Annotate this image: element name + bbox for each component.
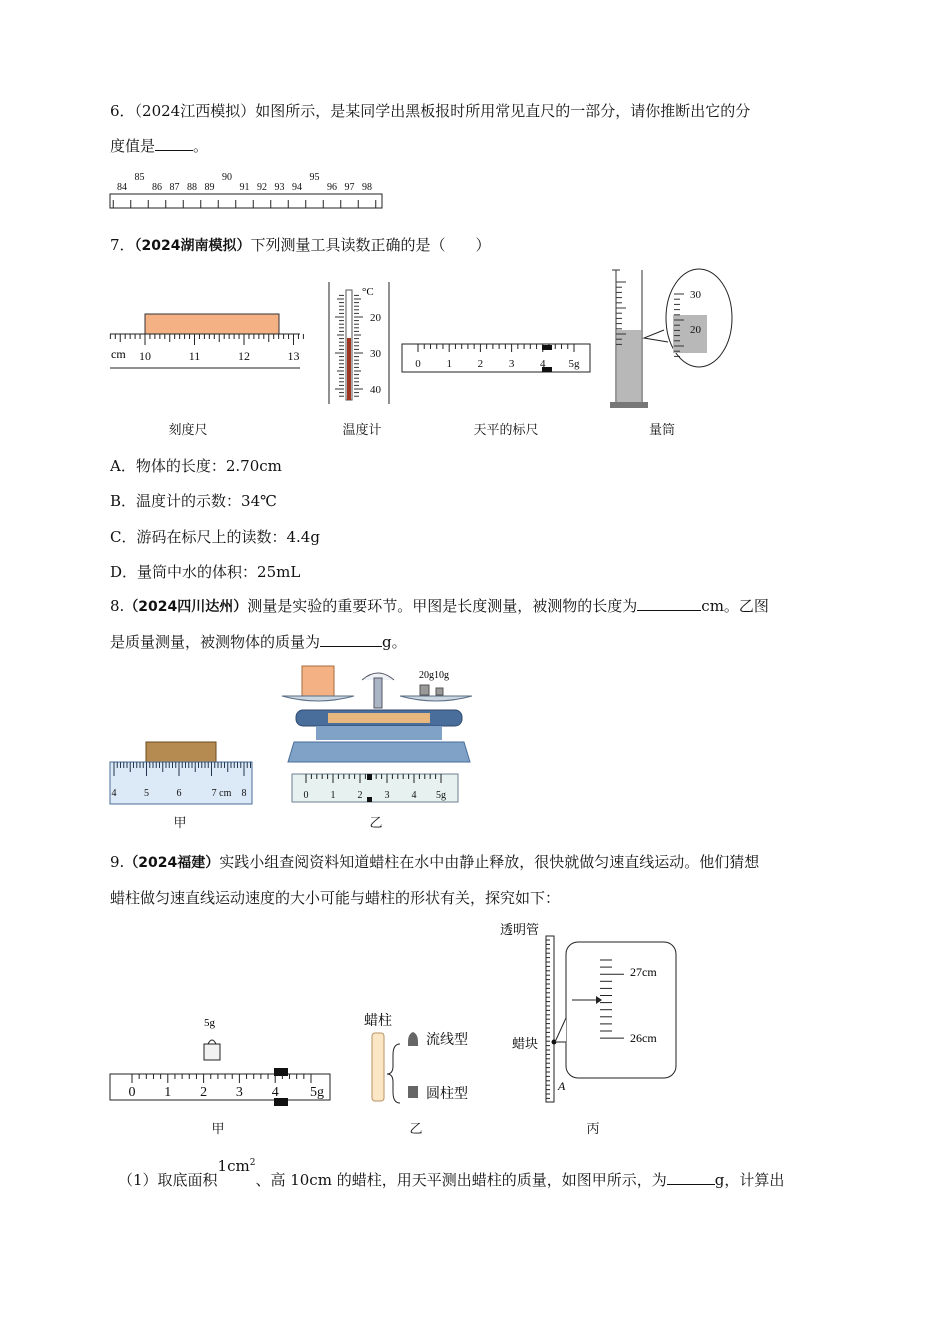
q9-shape1-label: 流线型 [426,1033,468,1048]
q7-ruler-label: 11 [188,349,201,363]
q9-scale-label: 1 [164,1085,172,1100]
q8-mass-blank[interactable] [320,630,382,647]
q7-ruler-unit: cm [111,347,126,361]
q6-line1: 如图所示，是某同学出黑板报时所用常见直尺的一部分，请你推断出它的分 [255,102,751,120]
q9-caption-yi: 乙 [409,1122,423,1137]
q9-scale-label: 2 [200,1085,208,1100]
q6-ruler-label: 98 [362,182,372,193]
q7-caption-balance: 天平的标尺 [473,423,539,438]
q7-ruler-label: 13 [287,349,300,363]
q7-balance-label: 2 [477,358,484,370]
q9-weight-5g [204,1044,220,1060]
q8-right-pan [400,696,472,701]
q8-scale-label: 4 [411,790,417,801]
q8-rider-top [367,774,372,780]
q9-wax-pillar [372,1033,384,1101]
q7-ruler-label: 10 [139,349,151,363]
q6-ruler-label: 84 [117,182,127,193]
q7-cyl-label: 20 [690,324,701,336]
q7-option-a[interactable]: A．物体的长度：2.70cm [110,457,282,475]
q8-rider-bottom [367,797,372,802]
q6-ruler-label: 96 [327,182,337,193]
q9-sub1-end: g，计算出 [714,1171,785,1189]
q8-ruler-figure [108,738,254,806]
q6-ruler-figure [108,168,388,212]
q6-ruler-label: 86 [152,182,162,193]
q9-sub1-unit [218,1157,256,1175]
q8-line2: 是质量测量，被测物体的质量为 [110,633,321,651]
q8-weight-10g [436,688,443,695]
q7-balance-label: 5g [568,358,580,370]
q8-ruler-label: 6 [176,788,182,799]
q8-scale-label: 3 [384,790,390,801]
q7-thermo-liquid [347,338,351,400]
q9-caption-bing: 丙 [586,1122,600,1137]
q6-answer-blank[interactable] [155,134,193,151]
q9-tube-figure [498,918,710,1106]
q9-rider-top [274,1068,288,1076]
q9-sub1-sup: 2 [249,1158,256,1168]
q7-balance-label: 3 [508,358,515,370]
q7-option-d[interactable]: D．量筒中水的体积：25mL [110,563,301,581]
q9-sub1-unit-text: 1cm [217,1157,250,1175]
q7-thermo-unit: °C [362,286,374,298]
q8-measured-block [146,742,216,762]
q6-line2-end: 。 [193,137,209,155]
q6-ruler-label: 97 [344,182,355,193]
q8-weight-20g [420,685,429,695]
q9-text [110,845,840,916]
q9-line1: 实践小组查阅资料知道蜡柱在水中由静止释放，很快就做匀速直线运动。他们猜想 [219,853,760,871]
q9-point-a: A [558,1079,566,1093]
q8-ruler-label: 8 [241,788,247,799]
q7-thermo-label: 40 [370,384,381,396]
q7-caption-thermometer: 温度计 [342,423,382,438]
q7-ruler-label: 12 [238,349,250,363]
q9-scale-label: 0 [128,1085,136,1100]
q8-scale-label: 0 [303,790,309,801]
q9-wax-label: 蜡柱 [364,1014,392,1029]
q6-source: （2024江西模拟） [134,102,256,120]
q8-number: 8. [110,597,125,615]
q9-cylinder-shape [408,1086,418,1098]
q7-balance-label: 4 [540,358,546,370]
q9-wax-figure [360,1008,480,1108]
q9-caption-jia: 甲 [211,1122,225,1137]
q9-scale-label: 3 [235,1085,243,1100]
q7-source: （2024湖南模拟） [134,238,251,254]
q8-base [288,742,470,762]
q7-measured-object [145,314,279,334]
q7-stem: 下列测量工具读数正确的是（ ） [250,236,491,254]
q8-scale-label: 2 [357,790,363,801]
q6-ruler-label: 93 [274,182,285,193]
q7-option-c[interactable]: C．游码在标尺上的读数：4.4g [110,528,320,546]
q6-ruler-label-major: 85 [134,172,145,183]
q7-cylinder-base [610,402,648,408]
q7-cylinder-water [617,330,641,402]
q8-scale-label: 1 [330,790,336,801]
q8-caption-jia: 甲 [173,816,187,831]
q9-balance-scale-figure [108,1014,334,1110]
q6-number: 6． [110,102,135,120]
q6-ruler-label: 89 [204,182,215,193]
q9-shape2-label: 圆柱型 [426,1087,468,1102]
q8-left-pan [282,696,354,701]
q7-text [110,228,840,264]
q8-line1: 测量是实验的重要环节。甲图是长度测量，被测物的长度为 [247,597,638,615]
q6-ruler-label-major: 90 [222,172,232,183]
q9-mark-26: 26cm [630,1031,657,1045]
q6-ruler-label: 91 [239,182,250,193]
q9-sub1-mid: 、高 10cm 的蜡柱，用天平测出蜡柱的质量，如图甲所示，为 [255,1171,667,1189]
q8-column [316,726,442,740]
q9-sub1-lead: （1）取底面积 [118,1171,218,1189]
q9-mass-blank[interactable] [667,1168,715,1185]
q9-scale-label: 4 [271,1085,279,1100]
q8-beam-scale [328,713,430,723]
q7-balance-label: 1 [446,358,452,370]
q7-caption-ruler: 刻度尺 [168,423,208,438]
q9-mark-27: 27cm [630,965,657,979]
q9-tube-label: 透明管 [500,922,540,937]
q8-length-blank[interactable] [637,594,701,611]
q7-number: 7． [110,236,135,254]
q6-line2: 度值是 [110,137,156,155]
q7-rider-top [542,345,552,350]
q6-ruler-label: 87 [169,182,180,193]
q7-cylinder-figure [608,266,738,412]
q8-caption-yi: 乙 [369,816,383,831]
q9-source: （2024福建） [124,855,220,871]
q8-text [110,589,840,660]
q9-weight-hook [208,1040,216,1044]
q8-balance-figure [276,660,482,808]
q8-weights-label: 20g10g [419,670,449,681]
q8-ruler-label: 5 [144,788,149,799]
q9-zoom-box [566,942,676,1078]
q8-line2-end: g。 [382,633,407,651]
q8-ruler-label: 4 [111,788,117,799]
q8-pointer-post [374,678,382,708]
q8-line1-end: cm。乙图 [701,597,769,615]
q7-option-b[interactable]: B．温度计的示数：34℃ [110,492,277,510]
q9-streamline-shape [408,1032,418,1046]
q8-ruler-label: 7 cm [211,788,232,799]
q7-caption-cylinder: 量筒 [648,423,675,438]
q7-ruler-figure [108,308,304,372]
q7-zoom-pointer [644,330,668,342]
q9-line2: 蜡柱做匀速直线运动速度的大小可能与蜡柱的形状有关，探究如下： [110,889,561,907]
q8-object-on-pan [302,666,334,696]
q9-zoom-pointer [555,1018,566,1042]
q7-thermo-label: 20 [370,312,381,324]
q6-ruler-label: 94 [292,182,302,193]
q7-thermo-label: 30 [370,348,381,360]
q9-number: 9. [110,853,125,871]
q9-sub1 [118,1155,858,1203]
q7-thermometer-figure [326,280,392,406]
q9-weight-label: 5g [204,1017,215,1029]
q9-block-label: 蜡块 [512,1036,539,1051]
q7-balance-scale-figure [400,342,592,374]
q6-ruler-label: 88 [187,182,197,193]
q6-text [110,94,840,164]
q9-brace [387,1044,400,1103]
q9-scale-label: 5g [310,1085,324,1100]
q8-source: （2024四川达州） [124,599,248,615]
q7-balance-label: 0 [415,358,421,370]
q8-scale-label: 5g [436,790,446,801]
q6-ruler-label-major: 95 [309,172,320,183]
q7-cyl-label: 30 [690,289,701,301]
q6-ruler-label: 92 [257,182,267,193]
